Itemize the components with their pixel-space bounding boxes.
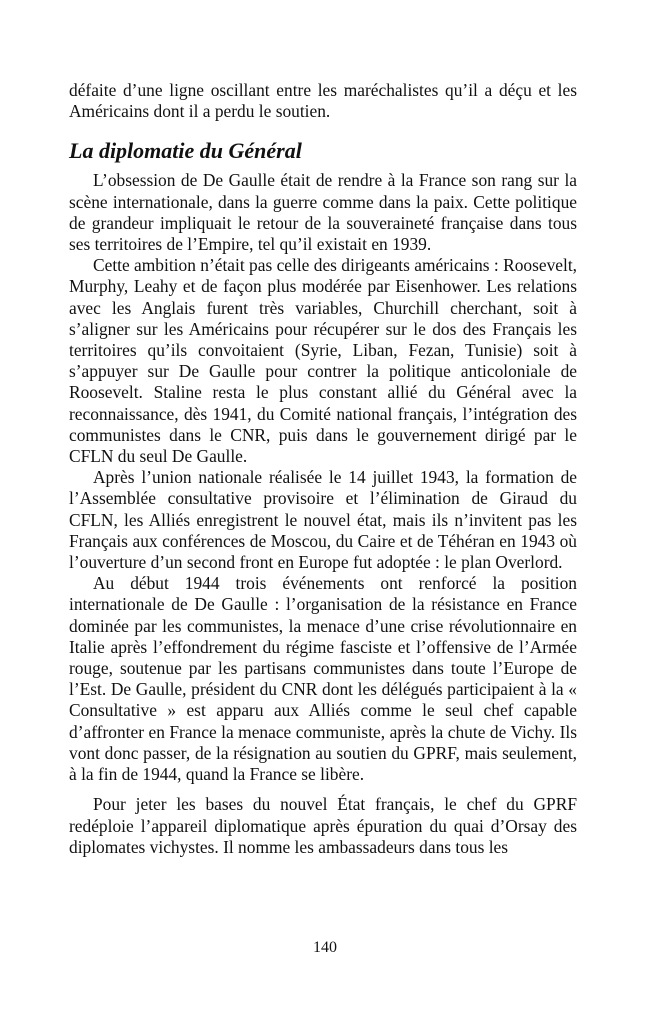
intro-paragraph: défaite d’une ligne oscillant entre les maréchalistes qu’il a déçu et les Américains dont il a perdu le soutien.	[69, 80, 577, 122]
body-paragraph: Cette ambition n’était pas celle des dirigeants américains : Roosevelt, Murphy, Leahy et de façon plus modérée par Eisenhower. Les relations avec les Anglais furent très variables, Churchill cherchant, soit à s’aligner sur les Américains pour récupérer sur le dos des Français les territoires qu’ils convoitaient (Syrie, Liban, Fezan, Tunisie) soit à s’appuyer sur De Gaulle pour contrer la politique anticoloniale de Roosevelt. Staline resta le plus constant allié du Général avec la reconnaissance, dès 1941, du Comité national français, l’intégration des communistes dans le CNR, puis dans le gouvernement dirigé par le CFLN du seul De Gaulle.	[69, 255, 577, 467]
body-paragraph: Au début 1944 trois événements ont renforcé la position internationale de De Gaulle : l’organisation de la résistance en France dominée par les communistes, la menace d’une crise révolutionnaire en Italie après l’effondrement du régime fasciste et l’offensive de l’Armée rouge, soutenue par les partisans communistes dans toute l’Europe de l’Est. De Gaulle, président du CNR dont les délégués participaient à la « Consultative » est apparu aux Alliés comme le seul chef capable d’affronter en France la menace communiste, après la chute de Vichy. Ils vont donc passer, de la résignation au soutien du GPRF, mais seulement, à la fin de 1944, quand la France se libère.	[69, 573, 577, 785]
page-body	[69, 80, 577, 858]
body-paragraph: Pour jeter les bases du nouvel État français, le chef du GPRF redéploie l’appareil diplomatique après épuration du quai d’Orsay des diplomates vichystes. Il nomme les ambassadeurs dans tous les	[69, 794, 577, 857]
section-heading: La diplomatie du Général	[69, 138, 302, 164]
page-number: 140	[313, 939, 337, 956]
body-paragraph: Après l’union nationale réalisée le 14 juillet 1943, la formation de l’Assemblée consultative provisoire et l’élimination de Giraud du CFLN, les Alliés enregistrent le nouvel état, mais ils n’invitent pas les Français aux conférences de Moscou, du Caire et de Téhéran en 1943 où l’ouverture d’un second front en Europe fut adoptée : le plan Overlord.	[69, 467, 577, 573]
body-paragraph: L’obsession de De Gaulle était de rendre à la France son rang sur la scène internationale, dans la guerre comme dans la paix. Cette politique de grandeur impliquait le retour de la souveraineté française dans tous ses territoires de l’Empire, tel qu’il existait en 1939.	[69, 170, 577, 255]
